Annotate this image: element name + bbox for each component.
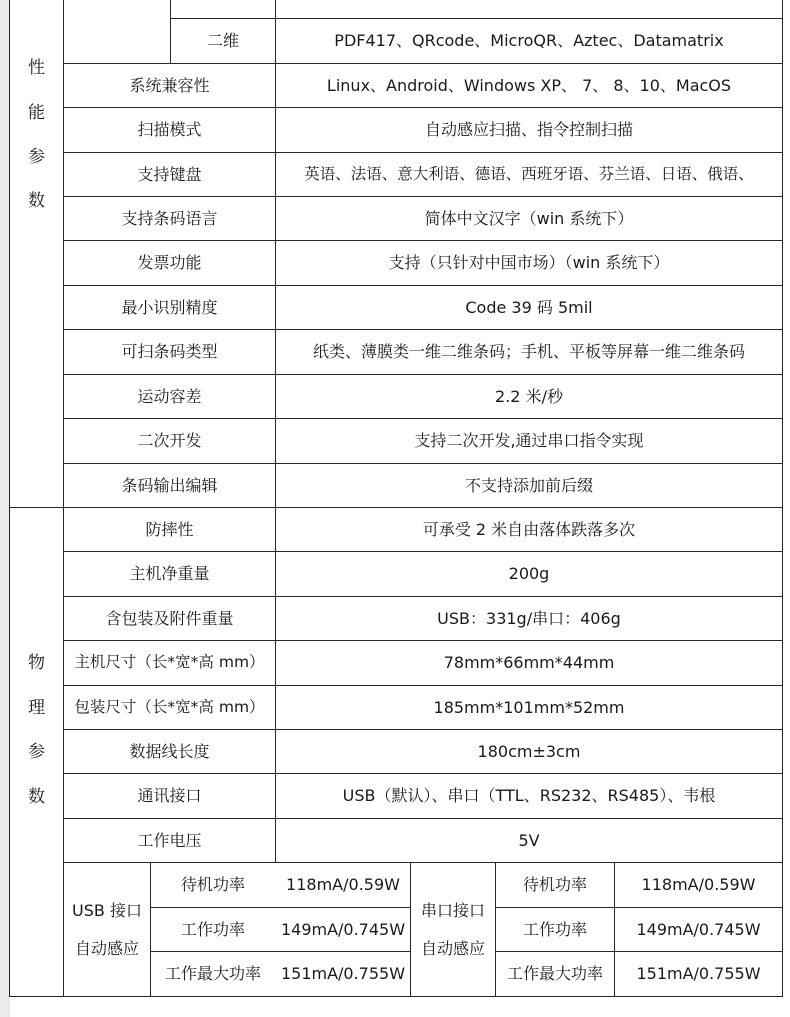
group-label-char: 物	[28, 652, 45, 673]
row-value: 英语、法语、意大利语、德语、西班牙语、芬兰语、日语、俄语、	[304, 164, 754, 183]
row-label: 防摔性	[145, 519, 194, 539]
row-label: 工作电压	[137, 830, 202, 850]
usb-interface-line1: USB 接口	[72, 900, 142, 920]
row-label: 支持条码语言	[121, 208, 218, 228]
serial-interface-line2: 自动感应	[420, 938, 485, 958]
row-label: 主机尺寸（长*宽*高 mm）	[74, 653, 265, 672]
group-label-char: 能	[28, 102, 45, 123]
row-value: 纸类、薄膜类一维二维条码；手机、平板等屏幕一维二维条码	[312, 342, 745, 361]
row-value: 185mm*101mm*52mm	[433, 697, 625, 717]
power-label: 工作功率	[180, 919, 245, 939]
row-label: 可扫条码类型	[121, 342, 218, 361]
row-value: 支持二次开发,通过串口指令实现	[414, 431, 644, 450]
row-value: 2.2 米/秒	[495, 386, 563, 406]
row-value: USB：331g/串口：406g	[437, 608, 621, 628]
power-label: 工作功率	[522, 919, 587, 939]
row-label-2d: 二维	[206, 31, 239, 50]
group-label-char: 参	[28, 741, 45, 762]
row-label: 最小识别精度	[121, 297, 218, 317]
row-label: 发票功能	[137, 253, 202, 272]
group-label-char: 数	[28, 190, 45, 211]
row-value: USB（默认）、串口（TTL、RS232、RS485）、韦根	[342, 786, 716, 805]
group-label-char: 理	[28, 697, 45, 718]
power-value: 149mA/0.745W	[636, 919, 761, 939]
row-label: 系统兼容性	[129, 75, 210, 95]
row-label: 条码输出编辑	[121, 475, 218, 495]
table-border	[782, 0, 783, 997]
row-value: 简体中文汉字（win 系统下）	[424, 208, 634, 228]
power-value: 151mA/0.755W	[636, 964, 761, 983]
power-label: 工作最大功率	[506, 964, 603, 983]
power-value: 118mA/0.59W	[641, 875, 756, 894]
serial-interface-line1: 串口接口	[420, 900, 485, 920]
row-label: 通讯接口	[137, 786, 202, 805]
row-label: 扫描模式	[137, 120, 202, 139]
power-value: 151mA/0.755W	[280, 964, 406, 983]
row-value: Code 39 码 5mil	[465, 297, 593, 317]
row-value: 5V	[518, 830, 540, 850]
group-label-char: 数	[28, 786, 45, 807]
power-label: 工作最大功率	[164, 964, 261, 983]
group-label-char: 性	[28, 57, 45, 78]
row-label: 数据线长度	[129, 741, 210, 761]
power-value: 118mA/0.59W	[286, 875, 400, 894]
row-value: PDF417、QRcode、MicroQR、Aztec、Datamatrix	[334, 31, 724, 50]
row-value: 不支持添加前后缀	[464, 475, 593, 495]
row-label: 二次开发	[137, 431, 202, 450]
power-value: 149mA/0.745W	[280, 919, 406, 939]
usb-interface-label	[64, 863, 150, 996]
power-label: 待机功率	[522, 875, 587, 894]
row-label: 运动容差	[137, 386, 202, 406]
usb-interface-line2: 自动感应	[74, 938, 139, 958]
row-label: 主机净重量	[129, 564, 210, 583]
power-label: 待机功率	[180, 875, 245, 894]
row-label: 含包装及附件重量	[105, 608, 234, 628]
row-label: 包装尺寸（长*宽*高 mm）	[74, 697, 265, 716]
row-label: 支持键盘	[137, 164, 202, 184]
row-value: 200g	[508, 564, 550, 583]
row-value: 自动感应扫描、指令控制扫描	[424, 120, 633, 139]
group-label-char: 参	[28, 146, 45, 167]
row-value: Linux、Android、Windows XP、 7、 8、10、MacOS	[326, 75, 732, 95]
row-value: 可承受 2 米自由落体跌落多次	[422, 519, 636, 539]
row-value: 78mm*66mm*44mm	[443, 653, 615, 672]
row-value: 支持（只针对中国市场）（win 系统下）	[388, 253, 670, 272]
table-border	[9, 996, 783, 997]
row-value: 180cm±3cm	[477, 741, 581, 761]
serial-interface-label	[411, 863, 495, 996]
